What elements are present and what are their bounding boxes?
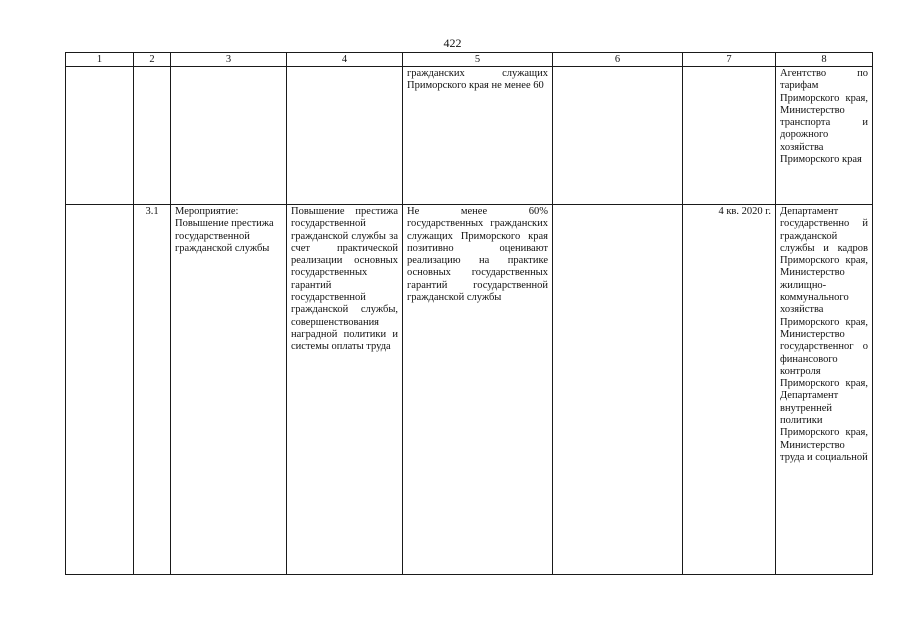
cell-col-1 xyxy=(66,67,134,205)
cell-col-6 xyxy=(553,205,683,575)
header-col-3: 3 xyxy=(171,53,287,67)
cell-col-3 xyxy=(171,67,287,205)
cell-indicator-text: гражданских служащих Приморского края не менее 60 xyxy=(403,67,553,205)
cell-col-1 xyxy=(66,205,134,575)
header-col-2: 2 xyxy=(134,53,171,67)
cell-col-2 xyxy=(134,67,171,205)
cell-col-7 xyxy=(683,67,776,205)
header-col-1: 1 xyxy=(66,53,134,67)
cell-col-4 xyxy=(287,67,403,205)
table-row xyxy=(66,205,873,575)
page-number: 422 xyxy=(443,36,462,50)
cell-responsible-executors: Департамент государственно й гражданской службы и кадров Приморского края, Министерство жилищно-коммунального хозяйства Приморского края, Министерство государственног о финансового контроля Приморского края, Департамент внутренней политики Приморского края, Министерство труда и социальной xyxy=(776,205,873,575)
table-header-row xyxy=(66,53,873,67)
header-col-7: 7 xyxy=(683,53,776,67)
header-col-5: 5 xyxy=(403,53,553,67)
header-col-6: 6 xyxy=(553,53,683,67)
cell-item-number: 3.1 xyxy=(134,205,171,575)
cell-measure-description: Повышение престижа государственной гражданской службы за счет практической реализации основных государственных гарантий государственной гражданской службы, совершенствования наградной политики и системы оплаты труда xyxy=(287,205,403,575)
measures-table xyxy=(65,52,873,575)
cell-indicator-text: Не менее 60% государственных гражданских служащих Приморского края позитивно оценивают реализацию на практике основных государственных гарантий государственной гражданской службы xyxy=(403,205,553,575)
cell-deadline: 4 кв. 2020 г. xyxy=(683,205,776,575)
cell-responsible-executors: Агентство по тарифам Приморского края, Министерство транспорта и дорожного хозяйства Приморского края xyxy=(776,67,873,205)
cell-measure-title: Мероприятие: Повышение престижа государственной гражданской службы xyxy=(171,205,287,575)
header-col-8: 8 xyxy=(776,53,873,67)
header-col-4: 4 xyxy=(287,53,403,67)
cell-col-6 xyxy=(553,67,683,205)
table-row xyxy=(66,67,873,205)
